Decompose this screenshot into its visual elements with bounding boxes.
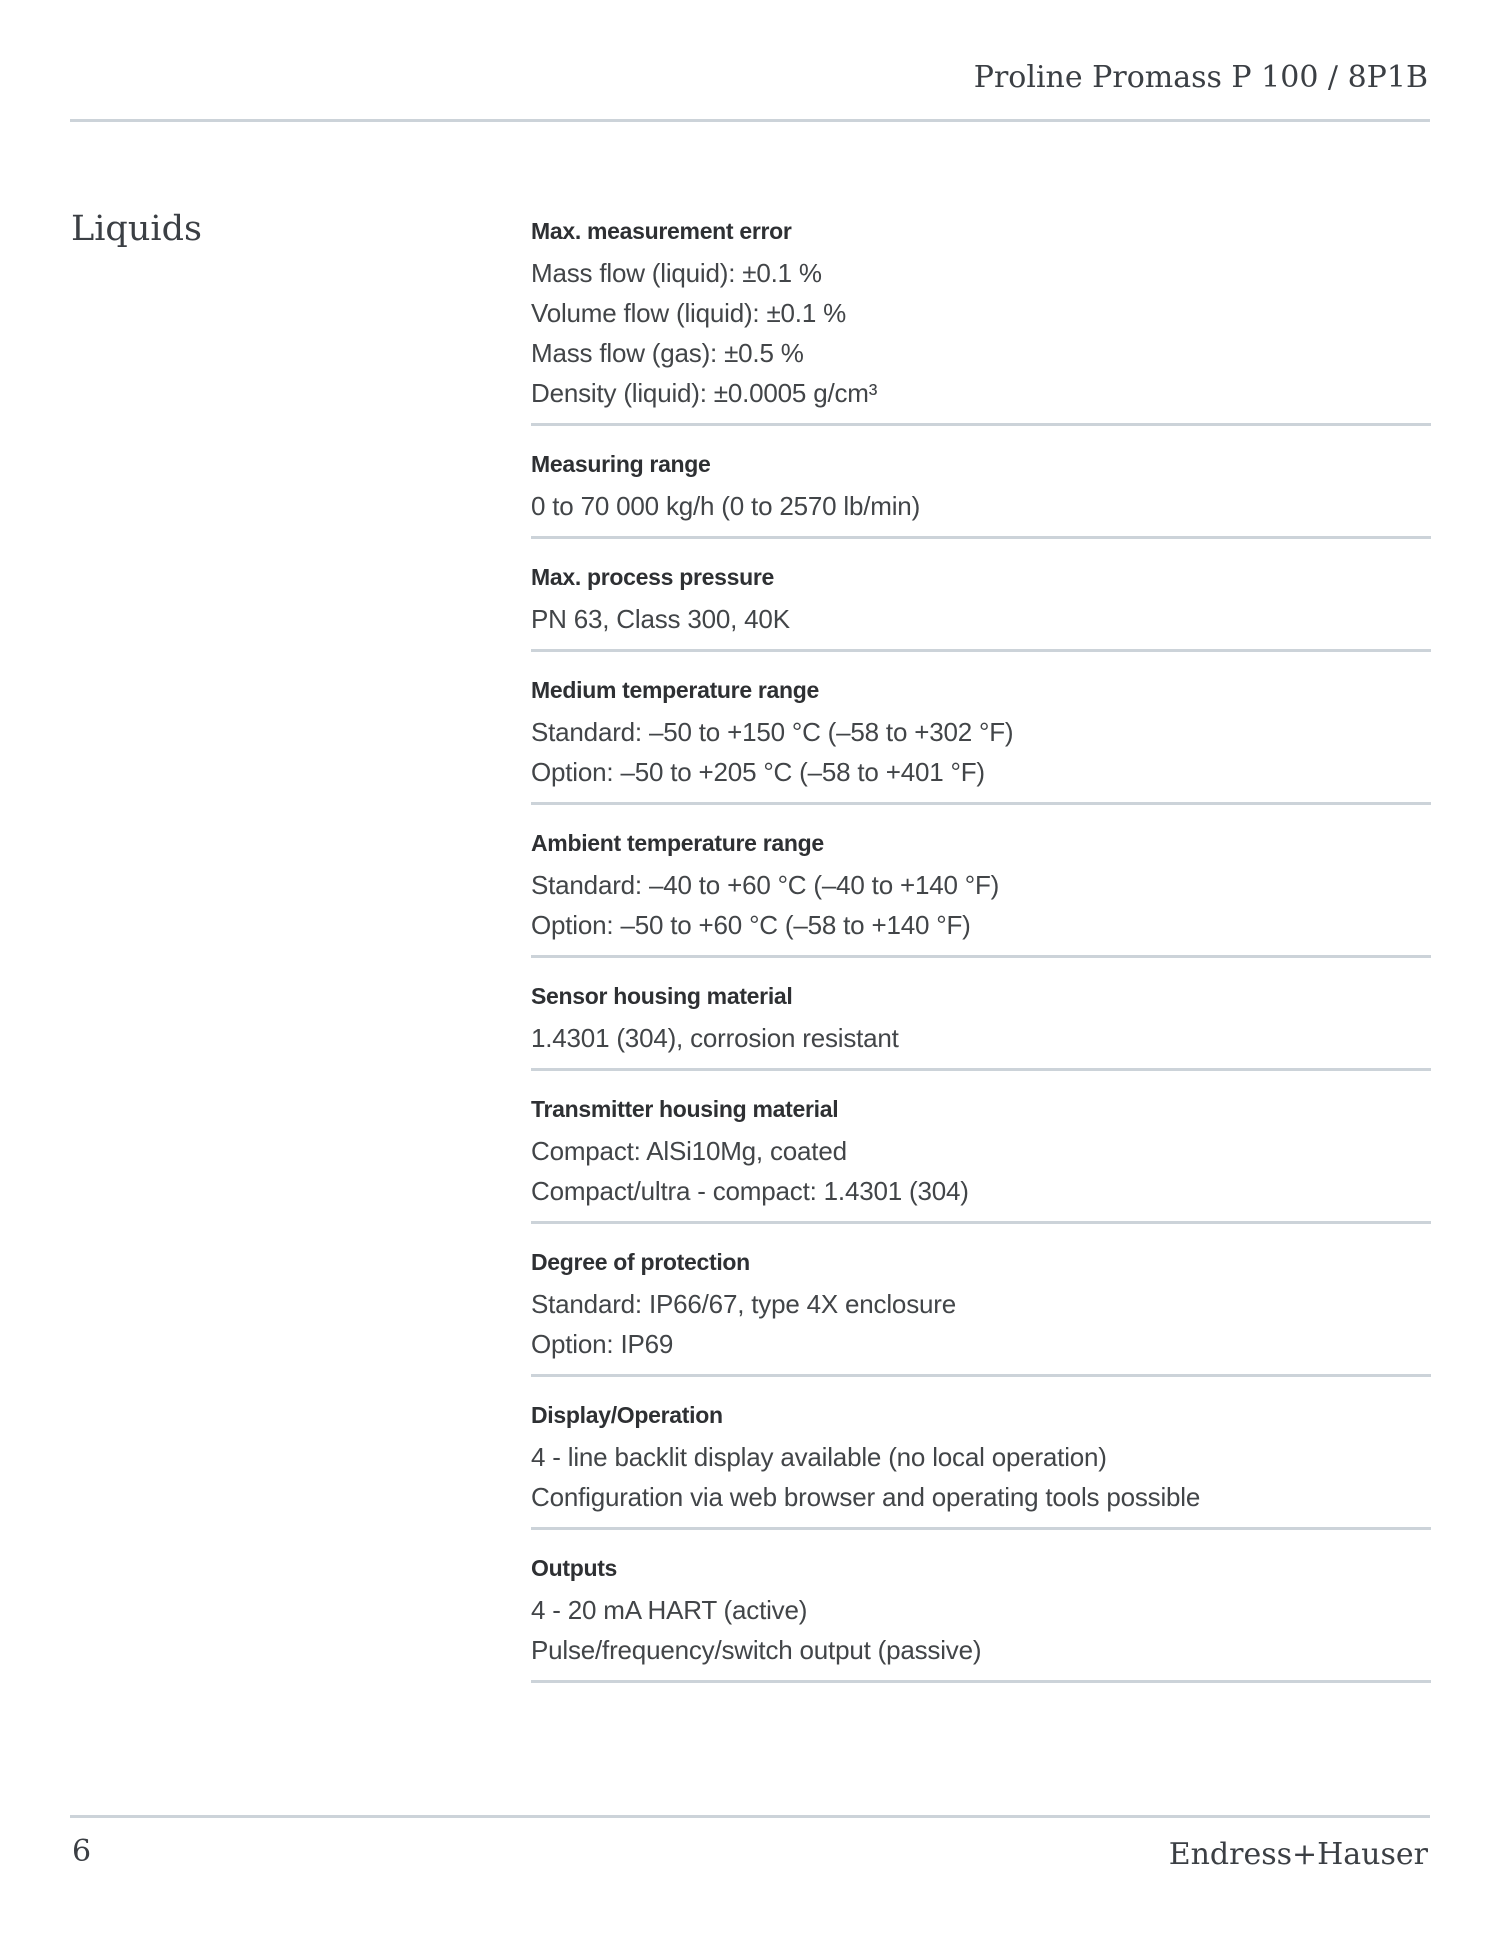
company-name: Endress+Hauser — [1168, 1837, 1428, 1872]
spec-section — [531, 539, 1431, 652]
spec-section — [531, 652, 1431, 805]
spec-section — [531, 1530, 1431, 1683]
spec-line: Standard: –40 to +60 °C (–40 to +140 °F) — [531, 870, 1000, 900]
spec-section-heading: Sensor housing material — [531, 983, 793, 1009]
spec-line: Pulse/frequency/switch output (passive) — [531, 1635, 982, 1665]
spec-section — [531, 958, 1431, 1071]
spec-line: 4 - line backlit display available (no local operation) — [531, 1442, 1107, 1472]
spec-section-heading: Max. measurement error — [531, 218, 792, 244]
spec-section-heading: Medium temperature range — [531, 677, 820, 703]
spec-section — [531, 1224, 1431, 1377]
page-number: 6 — [72, 1834, 92, 1869]
spec-section-heading: Display/Operation — [531, 1402, 723, 1428]
spec-section — [531, 1377, 1431, 1530]
spec-line: Configuration via web browser and operating tools possible — [531, 1482, 1201, 1512]
spec-section-heading: Degree of protection — [531, 1249, 750, 1275]
spec-section-heading: Transmitter housing material — [531, 1096, 839, 1122]
spec-section-heading: Outputs — [531, 1555, 618, 1581]
spec-section — [531, 1071, 1431, 1224]
page-header-title: Proline Promass P 100 / 8P1B — [973, 60, 1428, 95]
spec-line: Density (liquid): ±0.0005 g/cm³ — [531, 378, 878, 408]
section-group-heading: Liquids — [71, 209, 202, 249]
spec-line: Compact/ultra - compact: 1.4301 (304) — [531, 1176, 969, 1206]
spec-section-heading: Max. process pressure — [531, 564, 774, 590]
spec-line: 4 - 20 mA HART (active) — [531, 1595, 808, 1625]
spec-line: 1.4301 (304), corrosion resistant — [531, 1023, 899, 1053]
spec-section-heading: Ambient temperature range — [531, 830, 824, 856]
footer-divider — [70, 1815, 1430, 1818]
spec-line: PN 63, Class 300, 40K — [531, 604, 790, 634]
spec-line: Option: –50 to +60 °C (–58 to +140 °F) — [531, 910, 971, 940]
spec-line: Standard: –50 to +150 °C (–58 to +302 °F) — [531, 717, 1014, 747]
spec-line: Option: IP69 — [531, 1329, 674, 1359]
spec-section — [531, 426, 1431, 539]
spec-line: Volume flow (liquid): ±0.1 % — [531, 298, 847, 328]
spec-section-heading: Measuring range — [531, 451, 711, 477]
spec-section — [531, 217, 1431, 426]
spec-line: Compact: AlSi10Mg, coated — [531, 1136, 847, 1166]
spec-line: 0 to 70 000 kg/h (0 to 2570 lb/min) — [531, 491, 921, 521]
spec-section — [531, 805, 1431, 958]
spec-line: Option: –50 to +205 °C (–58 to +401 °F) — [531, 757, 985, 787]
header-divider — [70, 119, 1430, 122]
spec-line: Standard: IP66/67, type 4X enclosure — [531, 1289, 956, 1319]
spec-sections — [531, 217, 1431, 1683]
spec-line: Mass flow (liquid): ±0.1 % — [531, 258, 822, 288]
spec-line: Mass flow (gas): ±0.5 % — [531, 338, 804, 368]
